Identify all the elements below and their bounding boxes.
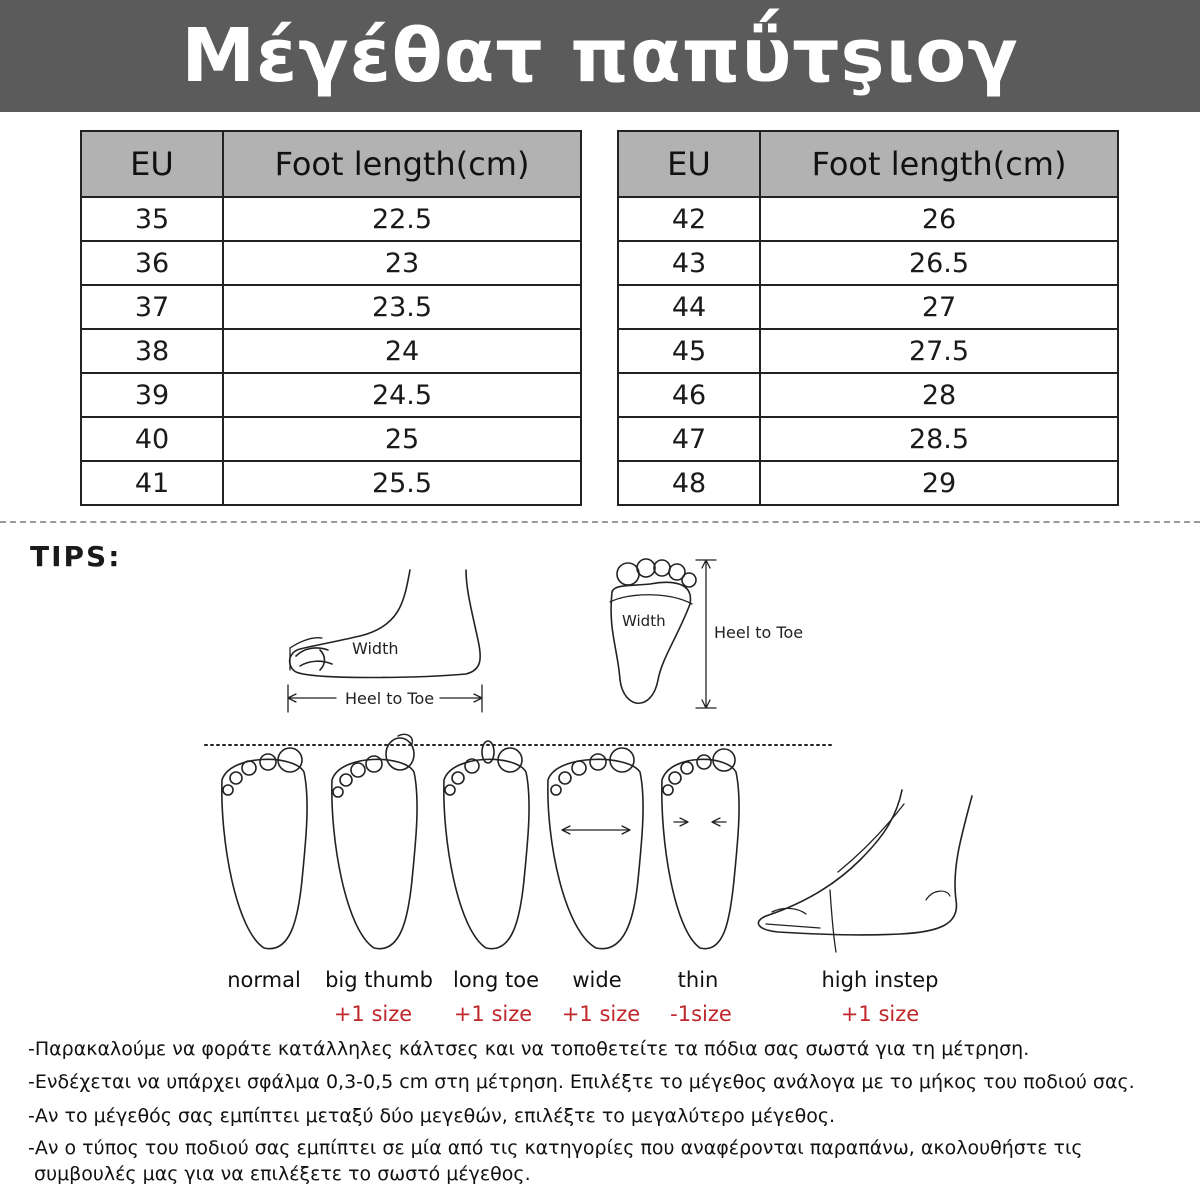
table-row [618,197,1118,241]
table-row [618,461,1118,505]
table-row [618,417,1118,461]
foot-wide-icon [548,748,643,949]
eu-size-cell: 45 [618,329,760,373]
eu-size-cell: 38 [81,329,223,373]
side-width-label: Width [352,639,399,658]
page-title: Μέγέθατ παπΰτşιoγ [181,13,1019,99]
foot-type-high-instep-label: high instep [821,968,939,992]
size-table-right [617,130,1119,506]
foot-type-big-thumb-label: big thumb [325,968,433,992]
high-instep-size-adjust: +1 size [840,1002,920,1026]
long-toe-size-adjust: +1 size [453,1002,533,1026]
foot-high-instep-icon [758,790,972,952]
table-header-row [81,131,581,197]
top-length-arrow [696,560,716,708]
top-foot-outline [611,582,690,703]
table-row [81,197,581,241]
section-divider [0,521,1200,523]
side-view-foot-diagram [288,570,482,712]
note-measurement-error: -Ενδέχεται να υπάρχει σφάλμα 0,3-0,5 cm στη μέτρηση. Επιλέξτε το μέγεθος ανάλογα με το μήκος του ποδιού σας. [28,1071,1135,1093]
top-width-label: Width [622,612,666,630]
foot-type-wide-label: wide [572,968,622,992]
foot-length-cell: 24.5 [223,373,581,417]
eu-size-cell: 39 [81,373,223,417]
foot-thin-icon [662,749,739,949]
title-banner [0,0,1200,112]
foot-length-cell: 27.5 [760,329,1118,373]
size-table-left [80,130,582,506]
top-view-foot-diagram [610,559,803,708]
foot-type-normal-label: normal [227,968,301,992]
side-width-arrow [290,638,322,670]
header-foot-length: Foot length(cm) [223,131,581,197]
table-row [81,241,581,285]
eu-size-cell: 40 [81,417,223,461]
eu-size-cell: 36 [81,241,223,285]
table-row [81,461,581,505]
eu-size-cell: 48 [618,461,760,505]
foot-length-cell: 24 [223,329,581,373]
eu-size-cell: 46 [618,373,760,417]
foot-length-cell: 28 [760,373,1118,417]
foot-length-cell: 23 [223,241,581,285]
top-length-label: Heel to Toe [714,623,804,642]
foot-length-cell: 26.5 [760,241,1118,285]
eu-size-cell: 41 [81,461,223,505]
tips-heading: TIPS: [30,540,122,573]
eu-size-cell: 43 [618,241,760,285]
table-header-row [618,131,1118,197]
note-socks: -Παρακαλούμε να φοράτε κατάλληλες κάλτσες και να τοποθετείτε τα πόδια σας σωστά για τη μέτρηση. [28,1038,1030,1060]
eu-size-cell: 47 [618,417,760,461]
foot-length-cell: 26 [760,197,1118,241]
thin-size-adjust: -1size [670,1002,732,1026]
eu-size-cell: 35 [81,197,223,241]
foot-big-thumb-icon [332,734,417,948]
note-foot-type-continued: συμβουλές μας για να επιλέξετε το σωστό μέγεθος. [28,1163,531,1185]
foot-type-long-toe-label: long toe [453,968,539,992]
foot-long-toe-icon [444,741,529,949]
wide-size-adjust: +1 size [561,1002,641,1026]
foot-length-cell: 29 [760,461,1118,505]
foot-length-cell: 25 [223,417,581,461]
header-eu: EU [81,131,223,197]
table-row [618,285,1118,329]
table-row [618,373,1118,417]
eu-size-cell: 37 [81,285,223,329]
top-width-arrow [610,595,692,604]
side-length-label: Heel to Toe [345,689,435,708]
foot-type-thin-label: thin [677,968,719,992]
table-row [618,329,1118,373]
foot-length-cell: 23.5 [223,285,581,329]
table-row [81,329,581,373]
note-foot-type: -Αν ο τύπος του ποδιού σας εμπίπτει σε μία από τις κατηγορίες που αναφέρονται παραπάνω, ακολουθήστε τις [28,1137,1083,1159]
eu-size-cell: 42 [618,197,760,241]
side-foot-toes [296,648,332,670]
foot-length-cell: 25.5 [223,461,581,505]
note-between-sizes: -Αν το μέγεθός σας εμπίπτει μεταξύ δύο μεγεθών, επιλέξτε το μεγαλύτερο μέγεθος. [28,1105,836,1127]
foot-length-cell: 22.5 [223,197,581,241]
foot-measurement-illustrations [0,540,1200,1040]
header-foot-length: Foot length(cm) [760,131,1118,197]
table-row [618,241,1118,285]
foot-length-cell: 27 [760,285,1118,329]
big-thumb-size-adjust: +1 size [333,1002,413,1026]
table-row [81,373,581,417]
foot-normal-icon [222,748,307,949]
table-row [81,285,581,329]
table-row [81,417,581,461]
foot-length-cell: 28.5 [760,417,1118,461]
header-eu: EU [618,131,760,197]
eu-size-cell: 44 [618,285,760,329]
